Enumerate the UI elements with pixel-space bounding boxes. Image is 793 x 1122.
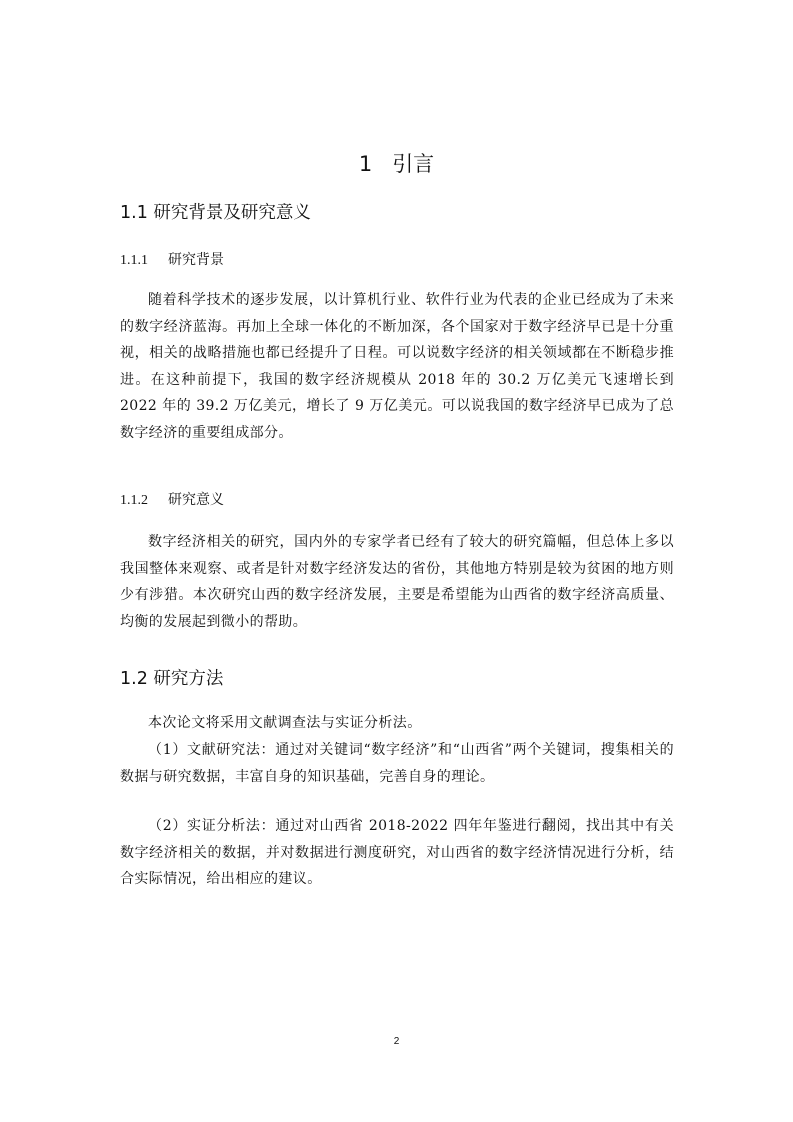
subsection-number: 1.1.1 [120, 253, 148, 268]
subsection-heading-1-1-2 [120, 490, 224, 511]
subsection-title: 研究背景 [168, 252, 224, 268]
section-heading-1-2: 1.2 研究方法 [120, 669, 224, 689]
subsection-heading-1-1-1 [120, 250, 224, 271]
research-significance-paragraph: 数字经济相关的研究，国内外的专家学者已经有了较大的研究篇幅，但总体上多以我国整体来观察、或者是针对数字经济发达的省份，其他地方特别是较为贫困的地方则少有涉猎。本次研究山西的数字经济发展，主要是希望能为山西省的数字经济高质量、均衡的发展起到微小的帮助。 [120, 534, 674, 630]
chapter-title-text: 引言 [392, 152, 435, 176]
method-item-1-paragraph: （1）文献研究法：通过对关键词“数字经济”和“山西省”两个关键词，搜集相关的数据与研究数据，丰富自身的知识基础，完善自身的理论。 [120, 742, 674, 785]
page-number: 2 [393, 1036, 400, 1047]
research-background-paragraph: 随着科学技术的逐步发展，以计算机行业、软件行业为代表的企业已经成为了未来的数字经济蓝海。再加上全球一体化的不断加深，各个国家对于数字经济早已是十分重视，相关的战略措施也都已经提升了日程。可以说数字经济的相关领域都在不断稳步推进。在这种前提下，我国的数字经济规模从 2018 年的 30.2 万亿美元飞速增长到 2022 年的 39.2 万亿美元，增长了 9 万亿美元。可以说我国的数字经济早已成为了总数字经济的重要组成部分。 [120, 292, 674, 441]
method-item-2-paragraph: （2）实证分析法：通过对山西省 2018-2022 四年年鉴进行翻阅，找出其中有关数字经济相关的数据，并对数据进行测度研究，对山西省的数字经济情况进行分析，结合实际情况，给出相应的建议。 [120, 818, 674, 887]
subsection-title: 研究意义 [168, 492, 224, 508]
chapter-title [0, 150, 793, 178]
methods-intro-paragraph: 本次论文将采用文献调查法与实证分析法。 [148, 715, 422, 731]
section-heading-1-1: 1.1 研究背景及研究意义 [120, 203, 311, 223]
subsection-number: 1.1.2 [120, 493, 148, 508]
chapter-number: 1 [358, 152, 373, 176]
